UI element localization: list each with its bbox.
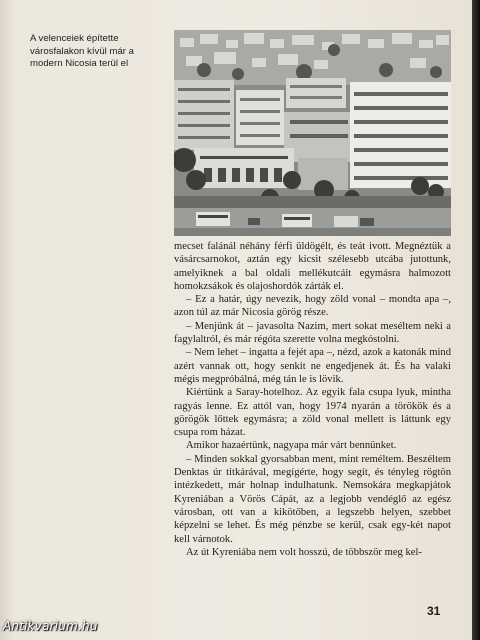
paragraph: – Nem lehet – ingatta a fejét apa –, nézd, azok a katonák mind azért vannak ott, hogy senkit ne engedjenek át. És ha valaki mégis megpróbálná, még tán le is lövik.	[174, 347, 451, 385]
city-photo	[174, 30, 451, 236]
paragraph: Amikor hazaértünk, nagyapa már várt bennünket.	[186, 440, 397, 452]
watermark: Antikvarium.hu	[3, 619, 98, 633]
paragraph: Az út Kyreniába nem volt hosszú, de többször meg kel-	[186, 546, 422, 558]
body-text	[174, 240, 451, 559]
paragraph: Kiértünk a Saray-hotelhoz. Az egyik fala csupa lyuk, mintha ragyás lenne. Ez attól van, hogy 1974 nyarán a törökök és a görögök lőttek egymásra; a zöld vonal mellett is láttunk egy csupa rom házat.	[174, 387, 451, 439]
photo-caption: A velenceiek építette városfalakon kívül már a modern Nicosia terül el	[30, 33, 134, 69]
paragraph: – Menjünk át – javasolta Nazim, mert sokat meséltem neki a fagylaltról, és már régóta szerette volna megkóstolni.	[174, 320, 451, 346]
paragraph: mecset falánál néhány férfi üldögélt, és teát ivott. Megnéztük a vásárcsarnokot, aztán egy kicsit szélesebb utcába jutottunk, amelyiknek a bal oldali mellékutcáit egymásra halmozott homokzsákok és olajoshordók zárták el.	[174, 241, 451, 292]
page-edge-shadow	[472, 0, 480, 640]
paragraph: – Ez a határ, úgy nevezik, hogy zöld vonal – mondta apa –, azon túl az már Nicosia görög része.	[174, 294, 451, 319]
paragraph: – Minden sokkal gyorsabban ment, mint reméltem. Beszéltem Denktas úr titkárával, megígérte, hogy segít, és tényleg rögtön intézkedett, már holnap indulhatunk. Nemsokára megkapjátok Kyreniában a Vörös Cápát, az a legjobb vendéglő az egész városban, ott van a kikötőben, a legszebb helyen, szebbet képzelni se lehet. És még pénzbe se kerül, csak egy-két napot kell várnotok.	[174, 453, 451, 545]
page-number: 31	[427, 604, 441, 618]
